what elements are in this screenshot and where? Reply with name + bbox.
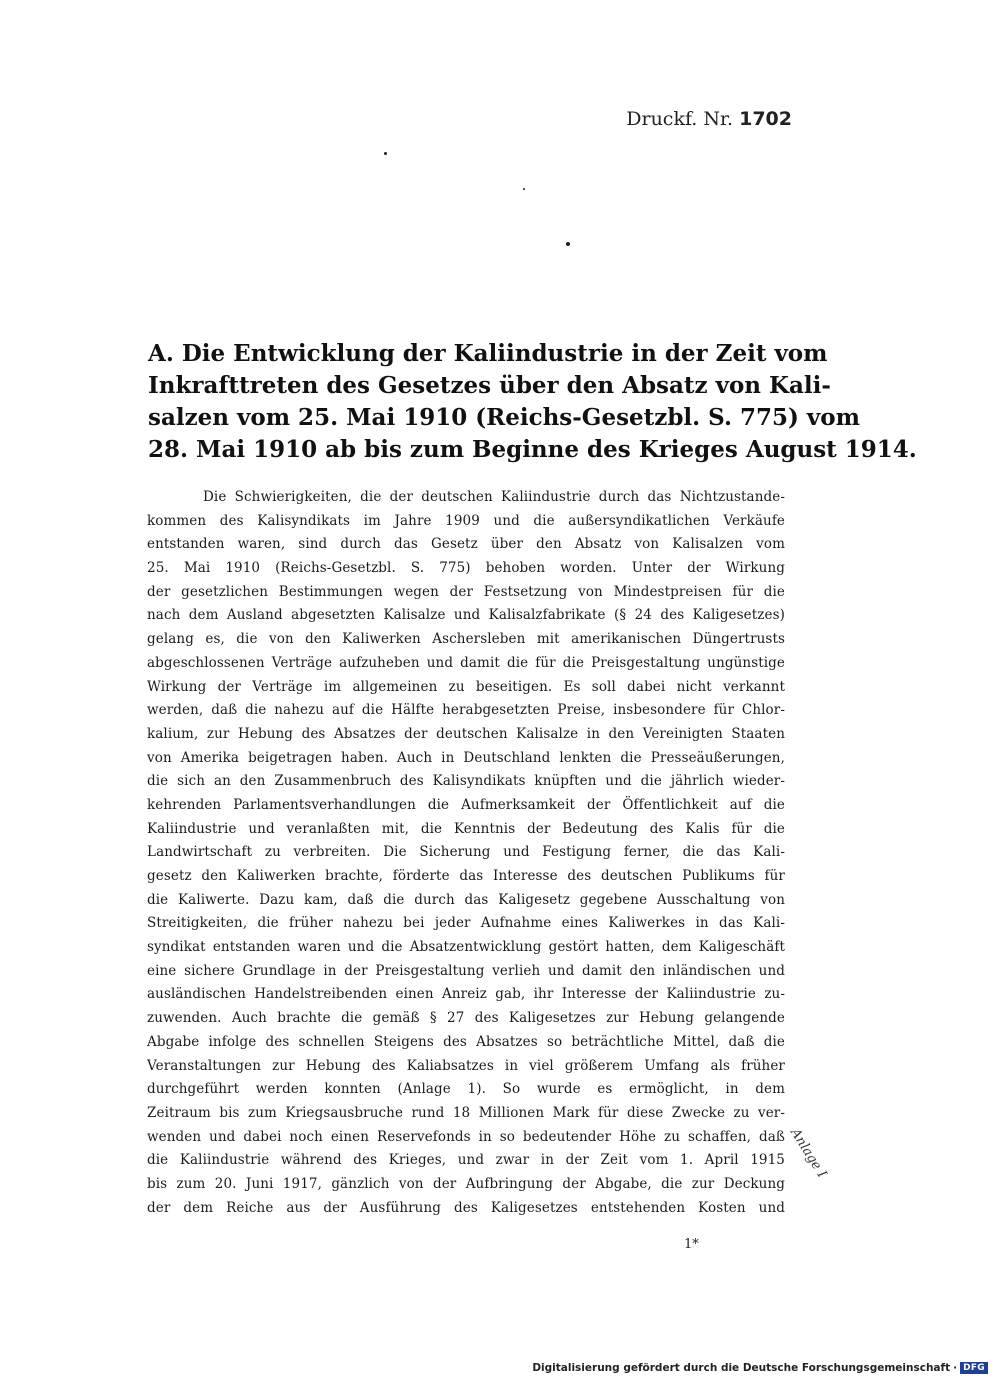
body-line: syndikat entstanden waren und die Absatzentwicklung gestört hatten, dem Kaligeschäft — [147, 939, 785, 956]
body-line: Die Schwierigkeiten, die der deutschen Kaliindustrie durch das Nichtzustande- — [203, 489, 785, 505]
scan-speck — [523, 188, 525, 190]
body-line: abgeschlossenen Verträge aufzuheben und damit die für die Preisgestaltung ungünstige — [147, 654, 785, 671]
body-line: gesetz den Kaliwerken brachte, förderte das Interesse des deutschen Publikums für — [147, 868, 785, 884]
body-line: der gesetzlichen Bestimmungen wegen der Festsetzung von Mindestpreisen für die — [147, 583, 785, 600]
dfg-logo-icon: DFG — [960, 1362, 988, 1374]
body-line: die sich an den Zusammenbruch des Kalisyndikats knüpften und die jährlich wieder- — [147, 773, 785, 790]
print-number-prefix: Druckf. Nr. — [626, 108, 734, 130]
body-line: eine sichere Grundlage in der Preisgestaltung verlieh und damit den inländischen und — [147, 962, 785, 979]
footer-separator: · — [953, 1362, 958, 1374]
print-number — [626, 108, 792, 130]
margin-annotation: Anlage I — [787, 1126, 830, 1181]
body-line: von Amerika beigetragen haben. Auch in Deutschland lenkten die Presseäußerungen, — [147, 749, 785, 766]
title-line: 28. Mai 1910 ab bis zum Beginne des Krieges August 1914. — [148, 436, 917, 463]
body-line: Landwirtschaft zu verbreiten. Die Sicherung und Festigung ferner, die das Kali- — [147, 844, 785, 861]
body-line: der dem Reiche aus der Ausführung des Kaligesetzes entstehenden Kosten und — [147, 1199, 785, 1216]
body-paragraph — [147, 486, 785, 1220]
title-line: A. Die Entwicklung der Kaliindustrie in der Zeit vom — [148, 340, 828, 367]
body-line: die Kaliindustrie während des Krieges, und zwar in der Zeit vom 1. April 1915 — [147, 1152, 785, 1169]
body-line: Kaliindustrie und veranlaßten mit, die Kenntnis der Bedeutung des Kalis für die — [147, 820, 785, 837]
signature-mark: 1* — [684, 1237, 699, 1252]
body-line: nach dem Ausland abgesetzten Kalisalze und Kalisalzfabrikate (§ 24 des Kaligesetzes) — [147, 607, 785, 624]
title-line: salzen vom 25. Mai 1910 (Reichs-Gesetzbl. S. 775) vom — [148, 404, 860, 431]
body-line: kommen des Kalisyndikats im Jahre 1909 und die außersyndikatlichen Verkäufe — [147, 512, 785, 529]
body-line: Streitigkeiten, die früher nahezu bei jeder Aufnahme eines Kaliwerkes in das Kali- — [147, 915, 785, 932]
body-line: kehrenden Parlamentsverhandlungen die Aufmerksamkeit der Öffentlichkeit auf die — [147, 796, 785, 813]
body-line: Zeitraum bis zum Kriegsausbruche rund 18 Millionen Mark für diese Zwecke zu ver- — [147, 1104, 785, 1121]
body-line: Wirkung der Verträge im allgemeinen zu beseitigen. Es soll dabei nicht verkannt — [147, 678, 785, 695]
print-number-value: 1702 — [739, 108, 792, 130]
body-line: bis zum 20. Juni 1917, gänzlich von der Aufbringung der Abgabe, die zur Deckung — [147, 1175, 785, 1192]
body-line: die Kaliwerte. Dazu kam, daß die durch das Kaligesetz gegebene Ausschaltung von — [147, 891, 785, 908]
body-line: gelang es, die von den Kaliwerken Aschersleben mit amerikanischen Düngertrusts — [147, 631, 785, 648]
digitization-footer — [532, 1362, 988, 1374]
body-line: zuwenden. Auch brachte die gemäß § 27 des Kaligesetzes zur Hebung gelangende — [147, 1010, 785, 1027]
body-line: 25. Mai 1910 (Reichs-Gesetzbl. S. 775) behoben worden. Unter der Wirkung — [147, 560, 785, 577]
scan-speck — [566, 242, 570, 246]
body-line: ausländischen Handelstreibenden einen Anreiz gab, ihr Interesse der Kaliindustrie zu- — [147, 986, 785, 1003]
footer-text: Digitalisierung gefördert durch die Deutsche Forschungsgemeinschaft — [532, 1362, 951, 1374]
title-line: Inkrafttreten des Gesetzes über den Absatz von Kali- — [148, 372, 831, 399]
section-title — [148, 338, 917, 466]
body-line: Veranstaltungen zur Hebung des Kaliabsatzes in viel größerem Umfang als früher — [147, 1057, 785, 1074]
body-line: wenden und dabei noch einen Reservefonds in so bedeutender Höhe zu schaffen, daß — [147, 1128, 785, 1145]
body-line: entstanden waren, sind durch das Gesetz über den Absatz von Kalisalzen vom — [147, 536, 785, 553]
body-line: kalium, zur Hebung des Absatzes der deutschen Kalisalze in den Vereinigten Staaten — [147, 725, 785, 742]
body-line: werden, daß die nahezu auf die Hälfte herabgesetzten Preise, insbesondere für Chlor- — [147, 702, 785, 719]
body-line: durchgeführt werden konnten (Anlage 1). So wurde es ermöglicht, in dem — [147, 1081, 785, 1098]
body-line: Abgabe infolge des schnellen Steigens des Absatzes so beträchtliche Mittel, daß die — [147, 1033, 785, 1050]
scan-speck — [384, 152, 387, 155]
